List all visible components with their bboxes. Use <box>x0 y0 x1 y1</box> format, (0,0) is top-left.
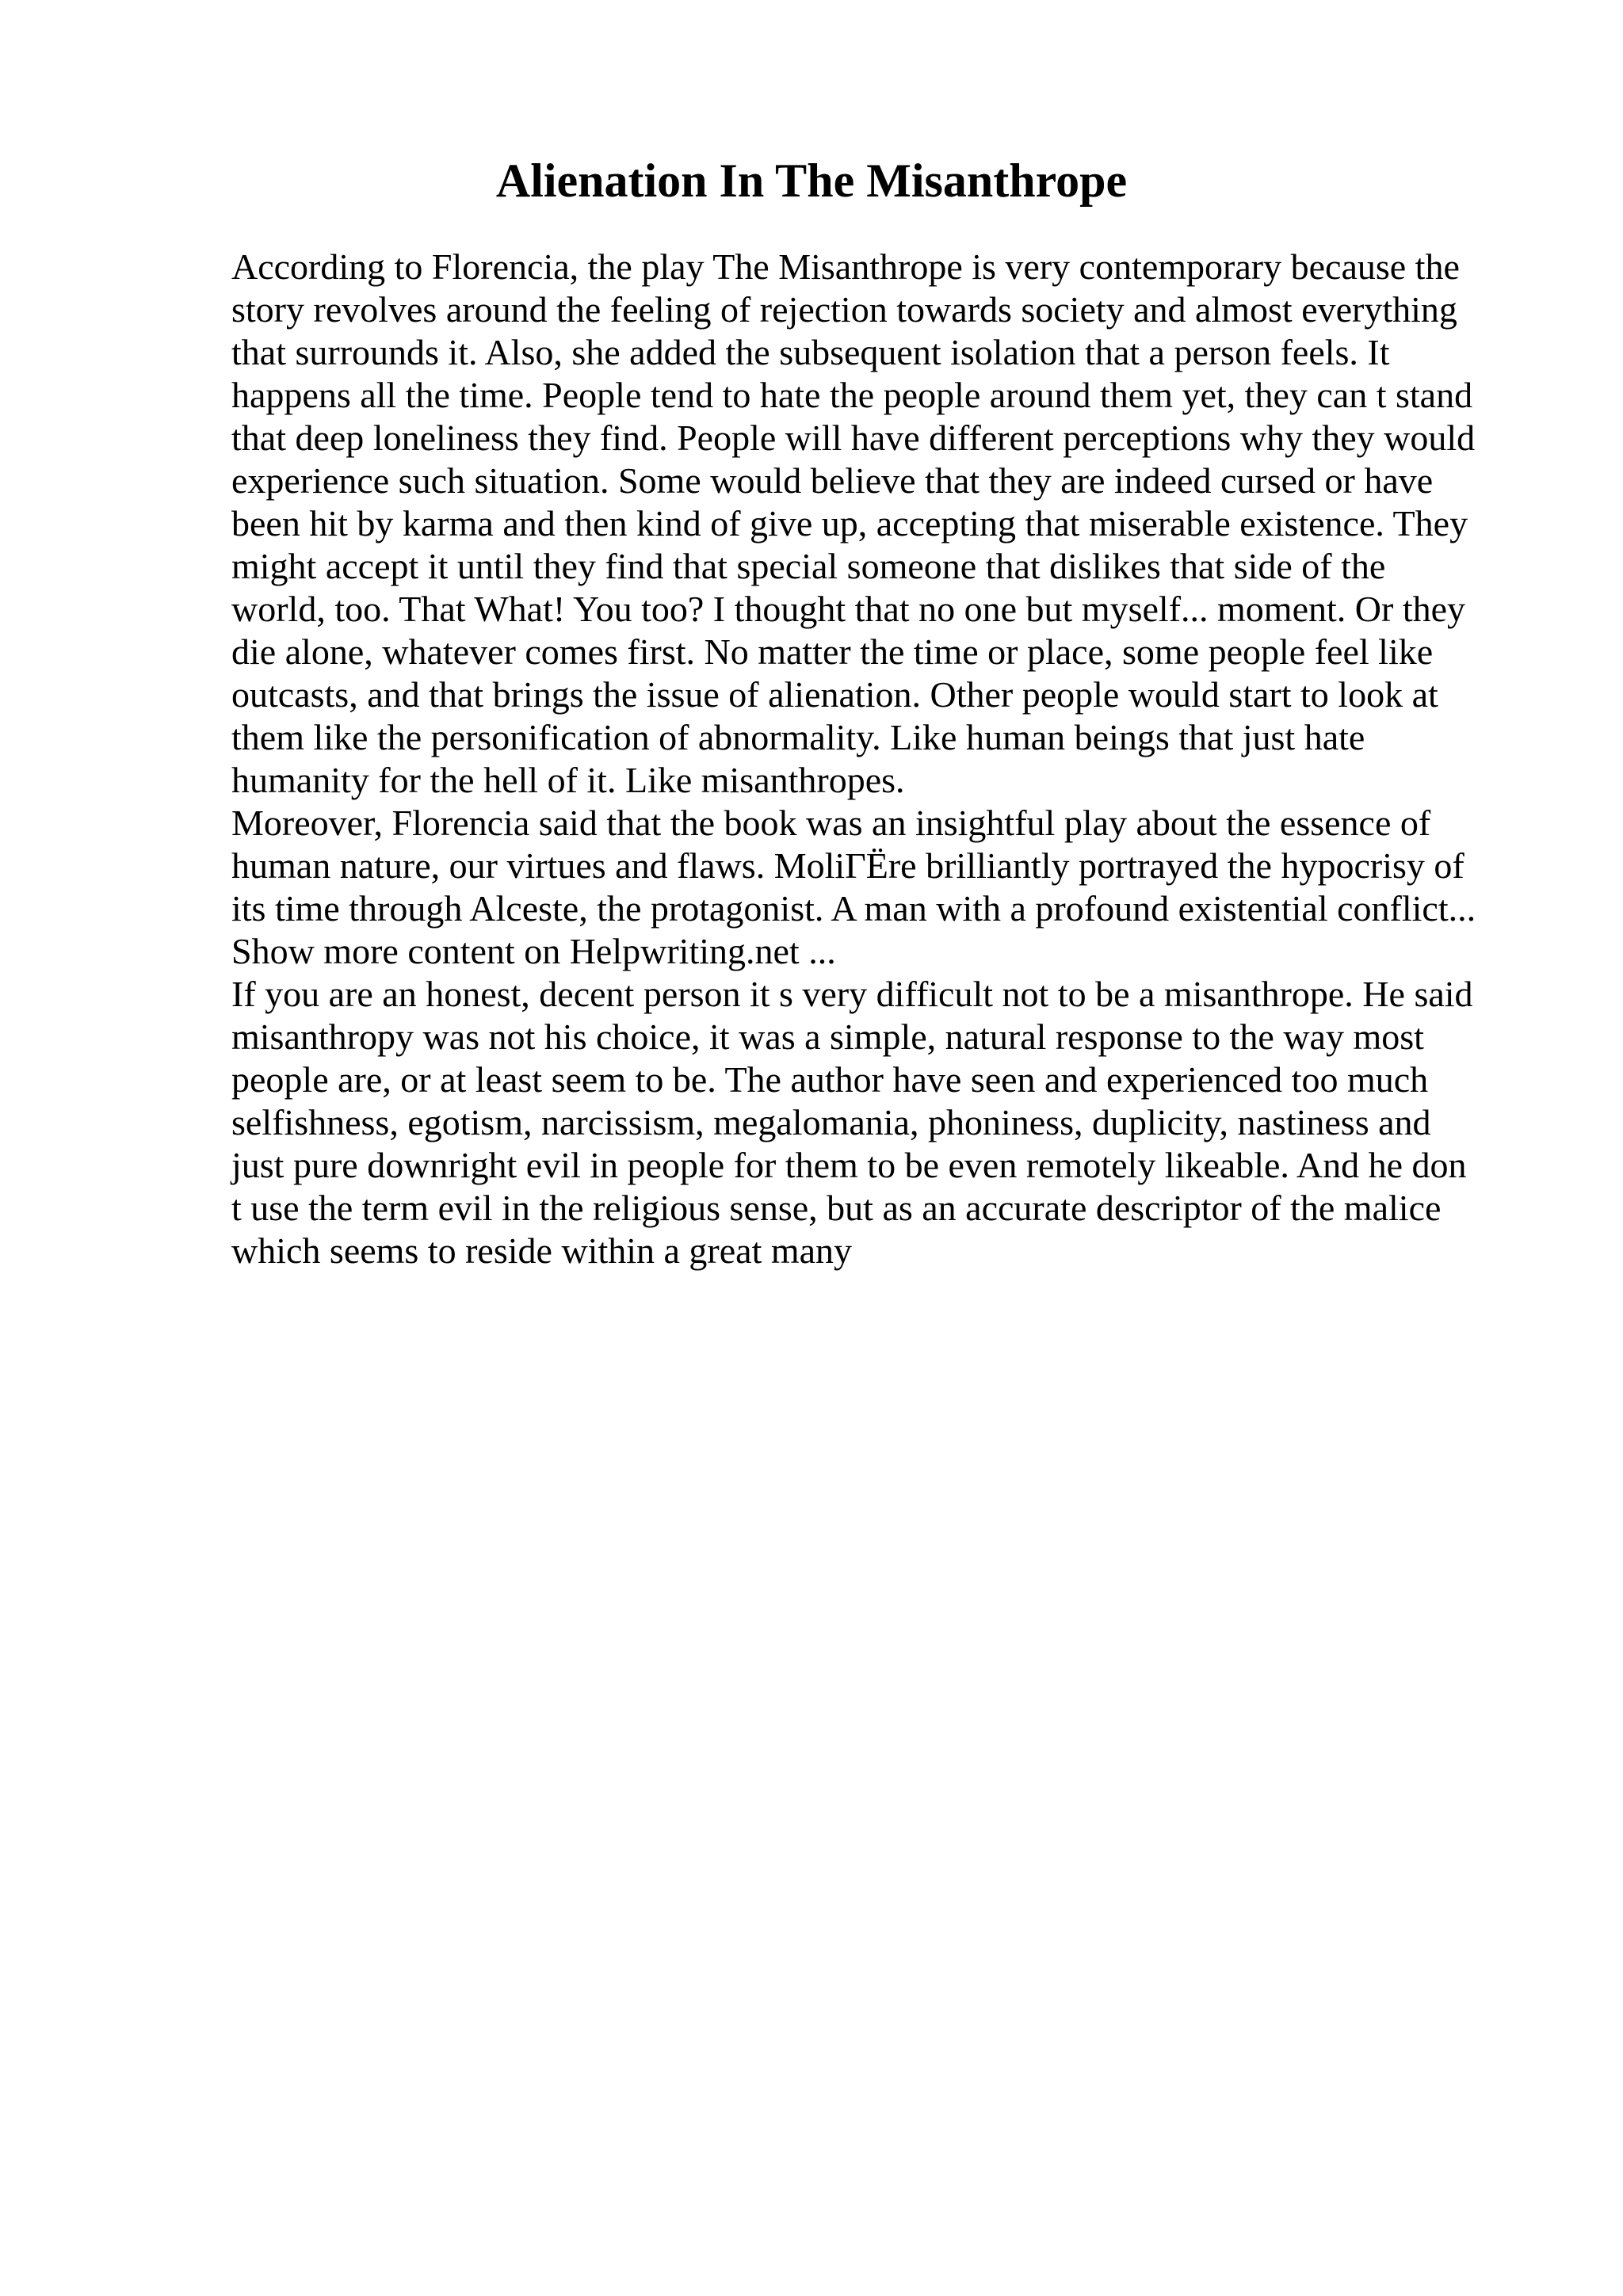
body-line: According to Florencia, the play The Misanthrope is very contemporary because the <box>231 246 1460 287</box>
body-line: If you are an honest, decent person it s very difficult not to be a misanthrope. He said <box>231 974 1473 1014</box>
body-line: its time through Alceste, the protagonist. A man with a profound existential conflict... <box>231 888 1476 929</box>
body-line: which seems to reside within a great many <box>231 1230 853 1271</box>
body-line: experience such situation. Some would believe that they are indeed cursed or have <box>231 460 1434 501</box>
body-line: selfishness, egotism, narcissism, megalomania, phoniness, duplicity, nastiness and <box>231 1102 1431 1142</box>
body-line: story revolves around the feeling of rejection towards society and almost everything <box>231 289 1457 330</box>
body-line: that deep loneliness they find. People will have different perceptions why they would <box>231 418 1476 458</box>
document-title: Alienation In The Misanthrope <box>495 154 1128 207</box>
body-line: people are, or at least seem to be. The author have seen and experienced too much <box>231 1059 1429 1100</box>
body-line: misanthropy was not his choice, it was a simple, natural response to the way most <box>231 1016 1424 1057</box>
body-line: humanity for the hell of it. Like misanthropes. <box>231 760 905 800</box>
body-line: that surrounds it. Also, she added the subsequent isolation that a person feels. It <box>231 332 1390 372</box>
body-line: might accept it until they find that special someone that dislikes that side of the <box>231 546 1386 586</box>
body-line: human nature, our virtues and flaws. MoliГËre brilliantly portrayed the hypocrisy of <box>231 845 1465 886</box>
body-line: them like the personification of abnormality. Like human beings that just hate <box>231 717 1365 757</box>
body-line: outcasts, and that brings the issue of alienation. Other people would start to look at <box>231 674 1438 715</box>
body-line: Moreover, Florencia said that the book was an insightful play about the essence of <box>231 803 1431 843</box>
body-line: die alone, whatever comes first. No matter the time or place, some people feel like <box>231 631 1434 672</box>
body-line: just pure downright evil in people for them to be even remotely likeable. And he don <box>231 1145 1467 1185</box>
body-line: world, too. That What! You too? I thought that no one but myself... moment. Or they <box>231 589 1466 629</box>
body-line: happens all the time. People tend to hate the people around them yet, they can t stand <box>231 375 1473 415</box>
body-line: been hit by karma and then kind of give up, accepting that miserable existence. They <box>231 503 1468 543</box>
document-body <box>231 246 1531 1272</box>
show-more-link[interactable]: Show more content on Helpwriting.net ... <box>231 931 836 971</box>
body-line: t use the term evil in the religious sense, but as an accurate descriptor of the malice <box>231 1188 1442 1228</box>
